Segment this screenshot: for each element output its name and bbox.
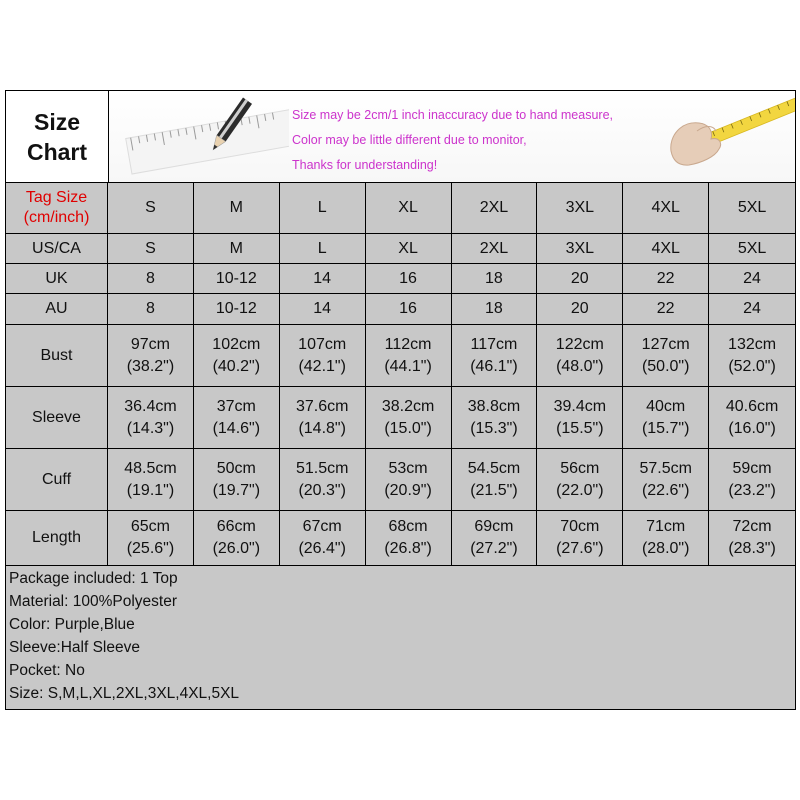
table-cell: L <box>280 183 366 234</box>
table-cell: 72cm (28.3") <box>709 511 795 566</box>
table-cell: 40cm (15.7") <box>623 387 709 449</box>
table-cell: 39.4cm (15.5") <box>537 387 623 449</box>
table-cell: 2XL <box>452 234 538 264</box>
table-cell: 37cm (14.6") <box>194 387 280 449</box>
table-cell: 112cm (44.1") <box>366 325 452 387</box>
row-label: US/CA <box>6 234 108 264</box>
size-chart <box>5 90 796 710</box>
row-label: UK <box>6 264 108 294</box>
table-cell: 122cm (48.0") <box>537 325 623 387</box>
sleeve-row <box>6 387 795 449</box>
row-label: Bust <box>6 325 108 387</box>
table-cell: S <box>108 183 194 234</box>
measure-accuracy-note: Size may be 2cm/1 inch inaccuracy due to hand measure, <box>292 108 614 122</box>
row-label: Cuff <box>6 449 108 511</box>
table-cell: 24 <box>709 264 795 294</box>
table-cell: 40.6cm (16.0") <box>709 387 795 449</box>
table-cell: 68cm (26.8") <box>366 511 452 566</box>
package-included: Package included: 1 Top <box>9 570 178 587</box>
table-cell: 69cm (27.2") <box>452 511 538 566</box>
measure-note-banner <box>109 91 795 182</box>
table-cell: 70cm (27.6") <box>537 511 623 566</box>
table-cell: 54.5cm (21.5") <box>452 449 538 511</box>
table-cell: 51.5cm (20.3") <box>280 449 366 511</box>
table-cell: 10-12 <box>194 264 280 294</box>
table-cell: 20 <box>537 294 623 325</box>
table-cell: 20 <box>537 264 623 294</box>
table-cell: 50cm (19.7") <box>194 449 280 511</box>
us-ca-row <box>6 234 795 264</box>
table-cell: XL <box>366 183 452 234</box>
table-cell: 3XL <box>537 183 623 234</box>
table-cell: 36.4cm (14.3") <box>108 387 194 449</box>
table-cell: 132cm (52.0") <box>709 325 795 387</box>
table-cell: 24 <box>709 294 795 325</box>
table-cell: 97cm (38.2") <box>108 325 194 387</box>
table-cell: 117cm (46.1") <box>452 325 538 387</box>
sleeve-type: Sleeve:Half Sleeve <box>9 639 140 656</box>
chart-header <box>6 91 795 183</box>
table-cell: 14 <box>280 264 366 294</box>
row-label: Sleeve <box>6 387 108 449</box>
uk-row <box>6 264 795 294</box>
table-cell: 16 <box>366 264 452 294</box>
table-cell: 38.8cm (15.3") <box>452 387 538 449</box>
table-cell: 5XL <box>709 234 795 264</box>
table-cell: 57.5cm (22.6") <box>623 449 709 511</box>
table-cell: 67cm (26.4") <box>280 511 366 566</box>
table-cell: 107cm (42.1") <box>280 325 366 387</box>
table-cell: 48.5cm (19.1") <box>108 449 194 511</box>
chart-title: Size Chart <box>6 91 109 182</box>
au-row <box>6 294 795 325</box>
table-cell: 10-12 <box>194 294 280 325</box>
table-cell: 18 <box>452 264 538 294</box>
pencil-icon <box>199 93 259 163</box>
table-cell: 37.6cm (14.8") <box>280 387 366 449</box>
cuff-row <box>6 449 795 511</box>
table-cell: M <box>194 183 280 234</box>
table-cell: 59cm (23.2") <box>709 449 795 511</box>
table-cell: M <box>194 234 280 264</box>
table-cell: 16 <box>366 294 452 325</box>
table-cell: 53cm (20.9") <box>366 449 452 511</box>
size-list: Size: S,M,L,XL,2XL,3XL,4XL,5XL <box>9 685 240 702</box>
bust-row <box>6 325 795 387</box>
table-cell: 8 <box>108 264 194 294</box>
table-cell: 22 <box>623 294 709 325</box>
material: Material: 100%Polyester <box>9 593 177 610</box>
hand-icon <box>661 91 741 182</box>
table-cell: L <box>280 234 366 264</box>
table-cell: 2XL <box>452 183 538 234</box>
package-info <box>6 566 795 709</box>
length-row <box>6 511 795 566</box>
table-cell: 127cm (50.0") <box>623 325 709 387</box>
table-cell: 71cm (28.0") <box>623 511 709 566</box>
table-cell: 66cm (26.0") <box>194 511 280 566</box>
table-cell: 3XL <box>537 234 623 264</box>
thanks-note: Thanks for understanding! <box>292 158 438 172</box>
tag-size-label: Tag Size (cm/inch) <box>6 183 108 234</box>
table-cell: 8 <box>108 294 194 325</box>
table-cell: 56cm (22.0") <box>537 449 623 511</box>
table-cell: 5XL <box>709 183 795 234</box>
table-cell: 4XL <box>623 234 709 264</box>
table-cell: 65cm (25.6") <box>108 511 194 566</box>
table-cell: 4XL <box>623 183 709 234</box>
table-cell: 14 <box>280 294 366 325</box>
table-cell: 102cm (40.2") <box>194 325 280 387</box>
table-cell: 18 <box>452 294 538 325</box>
table-cell: 38.2cm (15.0") <box>366 387 452 449</box>
table-cell: 22 <box>623 264 709 294</box>
row-label: Length <box>6 511 108 566</box>
pocket-info: Pocket: No <box>9 662 85 679</box>
tag-size-row <box>6 183 795 234</box>
row-label: AU <box>6 294 108 325</box>
table-cell: XL <box>366 234 452 264</box>
color-options: Color: Purple,Blue <box>9 616 135 633</box>
table-cell: S <box>108 234 194 264</box>
color-variance-note: Color may be little different due to monitor, <box>292 133 527 147</box>
